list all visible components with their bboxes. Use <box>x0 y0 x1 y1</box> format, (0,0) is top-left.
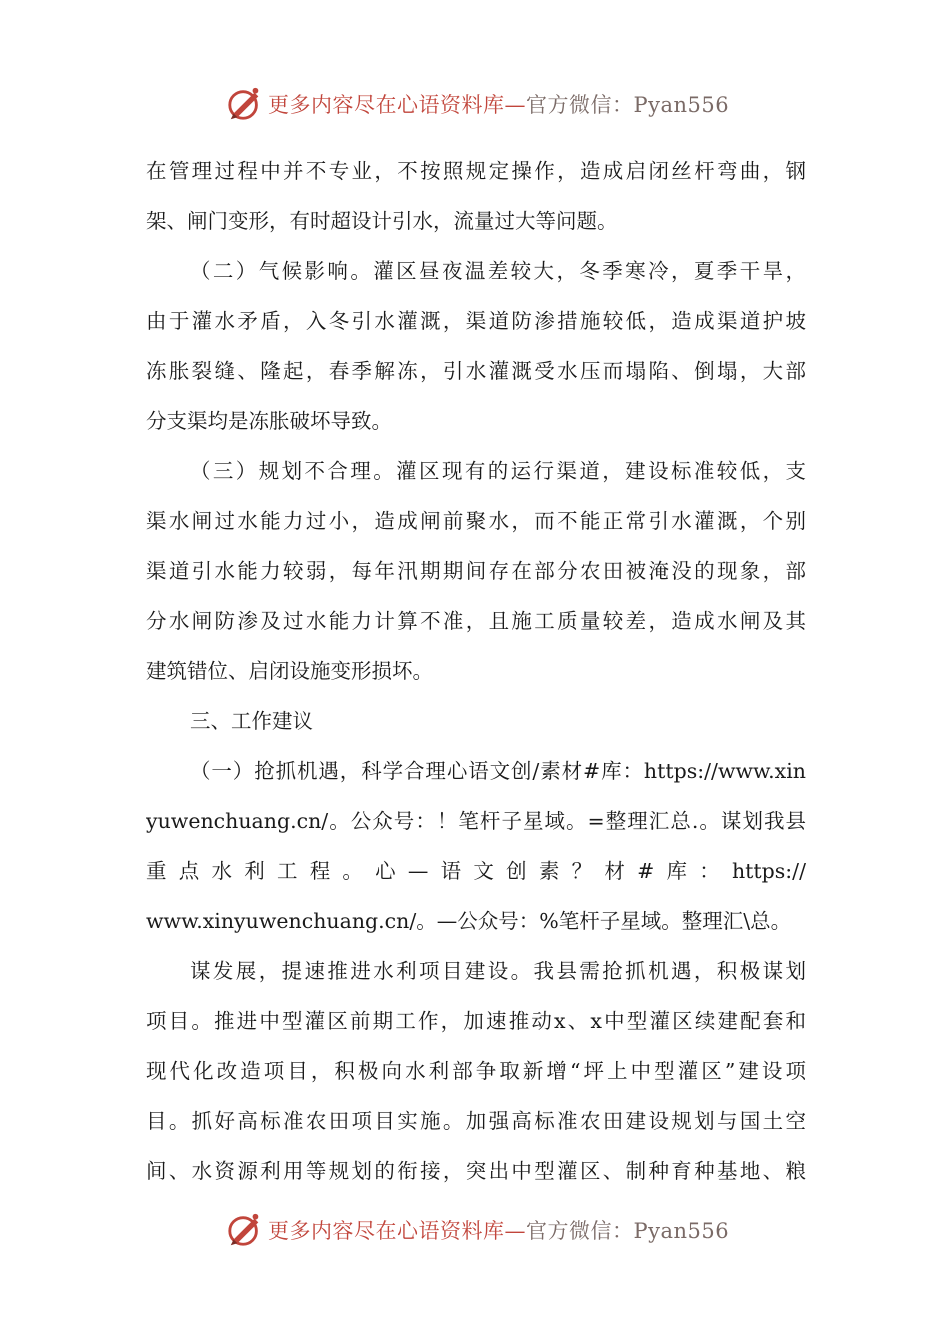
text-line: 渠道引水能力较弱，每年汛期期间存在部分农田被淹没的现象，部 <box>146 559 806 583</box>
text-line: 项目。推进中型灌区前期工作，加速推动x、x中型灌区续建配套和 <box>146 1009 806 1033</box>
body-text <box>146 146 806 1196</box>
text-line: （一）抢抓机遇，科学合理心语文创/素材#库：https://www.xin <box>190 759 806 783</box>
watermark-banner-top <box>226 82 746 126</box>
text-line: 分支渠均是冻胀破坏导致。 <box>146 409 392 433</box>
text-line: 冻胀裂缝、隆起，春季解冻，引水灌溉受水压而塌陷、倒塌，大部 <box>146 359 806 383</box>
text-line: （二）气候影响。灌区昼夜温差较大，冬季寒冷，夏季干旱， <box>190 259 806 283</box>
text-line: 间、水资源利用等规划的衔接，突出中型灌区、制种育种基地、粮 <box>146 1159 806 1183</box>
section-heading: 三、工作建议 <box>190 709 313 733</box>
banner-text: 更多内容尽在心语资料库—官方微信：Pyan556 <box>268 93 730 117</box>
text-line: 渠水闸过水能力过小，造成闸前聚水，而不能正常引水灌溉，个别 <box>146 509 806 533</box>
pen-logo-icon <box>226 85 264 123</box>
watermark-banner-bottom <box>226 1208 746 1252</box>
pen-logo-icon <box>226 1211 264 1249</box>
text-line: 重点水利工程。心—语文创素？材#库：https:// <box>146 859 806 883</box>
text-line: yuwenchuang.cn/。公众号：！笔杆子星域。=整理汇总.。谋划我县 <box>146 809 806 833</box>
text-line: 架、闸门变形，有时超设计引水，流量过大等问题。 <box>146 209 618 233</box>
text-line: 在管理过程中并不专业，不按照规定操作，造成启闭丝杆弯曲，钢 <box>146 159 806 183</box>
text-line: （三）规划不合理。灌区现有的运行渠道，建设标准较低，支 <box>190 459 806 483</box>
text-line: 谋发展，提速推进水利项目建设。我县需抢抓机遇，积极谋划 <box>190 959 806 983</box>
text-line: 目。抓好高标准农田项目实施。加强高标准农田建设规划与国土空 <box>146 1109 806 1133</box>
text-line: www.xinyuwenchuang.cn/。—公众号：%笔杆子星域。整理汇\总。 <box>146 909 792 933</box>
text-line: 分水闸防渗及过水能力计算不准，且施工质量较差，造成水闸及其 <box>146 609 806 633</box>
text-line: 建筑错位、启闭设施变形损坏。 <box>146 659 433 683</box>
banner-text: 更多内容尽在心语资料库—官方微信：Pyan556 <box>268 1219 730 1243</box>
text-line: 由于灌水矛盾，入冬引水灌溉，渠道防渗措施较低，造成渠道护坡 <box>146 309 806 333</box>
text-line: 现代化改造项目，积极向水利部争取新增“坪上中型灌区”建设项 <box>146 1059 806 1083</box>
